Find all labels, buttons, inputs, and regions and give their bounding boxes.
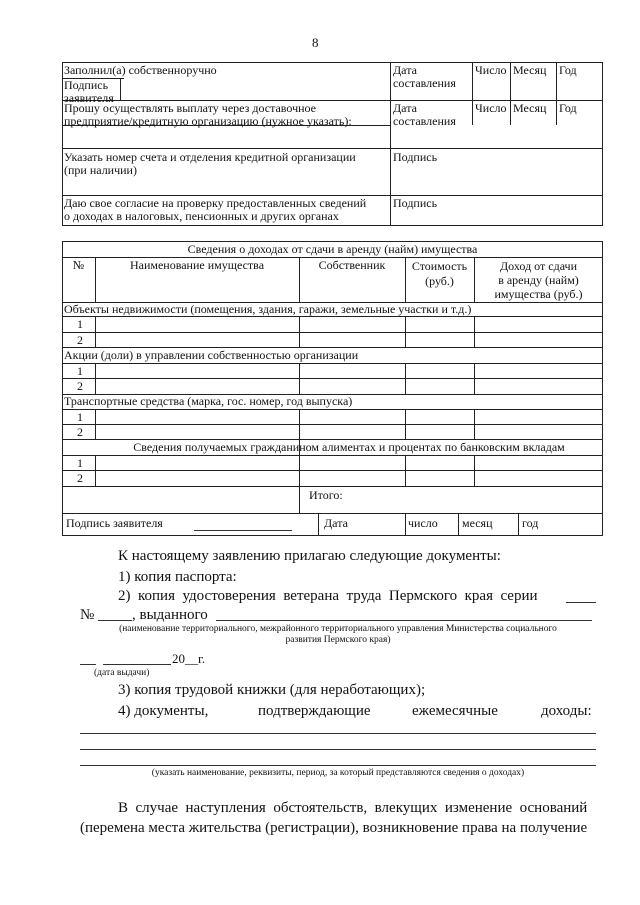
applicant-signature-label-2: Подпись заявителя — [66, 516, 163, 530]
row-number: 2 — [77, 333, 83, 347]
section-realty: Объекты недвижимости (помещения, здания, гаражи, земельные участки и т.д.) — [64, 302, 472, 316]
col-number-header: № — [72, 258, 85, 272]
row-number: 1 — [77, 364, 83, 378]
date-compiled-label-2: Дата составления — [393, 101, 456, 128]
col-property-header: Наименование имущества — [129, 258, 265, 272]
issue-date-hint: (дата выдачи) — [94, 668, 150, 678]
number-label: № — [80, 607, 95, 623]
month-label-1: Месяц — [513, 63, 547, 77]
income-table-title: Сведения о доходах от сдачи в аренду (найм) имущества — [187, 242, 478, 256]
month-label-3: месяц — [462, 516, 493, 530]
income-docs-line-3[interactable] — [80, 765, 596, 766]
row-number: 1 — [77, 317, 83, 331]
row-number: 1 — [77, 410, 83, 424]
date-compiled-label-1: Дата составления — [393, 63, 456, 90]
attachment-item-3: 3) копия трудовой книжки (для неработающих); — [118, 682, 426, 698]
income-docs-line-2[interactable] — [80, 749, 596, 750]
account-number-label: Указать номер счета и отделения кредитной организации (при наличии) — [64, 150, 356, 177]
year-label-2: Год — [559, 101, 577, 115]
issuer-hint: (наименование территориального, межрайонного территориального управления Министерства социального развития Пермского края) — [119, 624, 557, 645]
issue-date-field[interactable] — [103, 664, 171, 665]
date-label: Дата — [324, 516, 348, 530]
issue-year-label: 20__г. — [172, 651, 206, 666]
payment-request-label: Прошу осуществлять выплату через доставочное предприятие/кредитную организацию (нужное указать): — [64, 101, 352, 128]
day-label-3: число — [408, 516, 438, 530]
col-owner-header: Собственник — [318, 258, 386, 272]
consent-label: Даю свое согласие на проверку предоставленных сведений о доходах в налоговых, пенсионных и других органах — [64, 196, 367, 223]
day-label-1: Число — [475, 63, 507, 77]
page-number: 8 — [312, 35, 319, 50]
col-cost-header: Стоимость (руб.) — [411, 259, 468, 288]
closing-line-2: (перемена места жительства (регистрации), возникновение права на получение — [80, 820, 588, 836]
total-label: Итого: — [309, 488, 343, 502]
attachment-item-4-part2: подтверждающие — [258, 703, 371, 719]
signature-label-2: Подпись — [393, 196, 438, 210]
attachment-item-2: 2) копия удостоверения ветерана труда Пермского края серии — [118, 588, 538, 604]
applicant-signature-label: Подпись заявителя — [64, 78, 114, 105]
day-label-2: Число — [475, 101, 507, 115]
row-number: 2 — [77, 471, 83, 485]
income-docs-hint: (указать наименование, реквизиты, период, за который представляются сведения о доходах) — [151, 768, 525, 778]
month-label-2: Месяц — [513, 101, 547, 115]
attachment-item-4-part3: ежемесячные — [412, 703, 498, 719]
income-docs-line-1[interactable] — [80, 733, 596, 734]
filled-by-hand-label: Заполнил(а) собственноручно — [64, 63, 217, 77]
attachment-item-1: 1) копия паспорта: — [118, 569, 237, 585]
signature-label-1: Подпись — [393, 150, 438, 164]
row-number: 1 — [77, 456, 83, 470]
attachment-item-4-part1: 4) документы, — [118, 703, 209, 719]
year-label-3: год — [522, 516, 539, 530]
year-label-1: Год — [559, 63, 577, 77]
issuer-field[interactable] — [216, 620, 592, 621]
section-transport: Транспортные средства (марка, гос. номер, год выпуска) — [64, 394, 353, 408]
section-alimony: Сведения получаемых гражданином алиментах и процентах по банковским вкладам — [133, 440, 565, 454]
closing-line-1: В случае наступления обстоятельств, влекущих изменение оснований — [118, 800, 588, 816]
section-shares: Акции (доли) в управлении собственностью организации — [64, 348, 359, 362]
attachments-intro: К настоящему заявлению прилагаю следующие документы: — [118, 548, 501, 564]
issued-label: , выданного — [132, 607, 208, 623]
attachment-item-4-part4: доходы: — [541, 703, 592, 719]
row-number: 2 — [77, 379, 83, 393]
row-number: 2 — [77, 425, 83, 439]
col-income-header: Доход от сдачи в аренду (найм) имущества (руб.) — [494, 259, 583, 301]
